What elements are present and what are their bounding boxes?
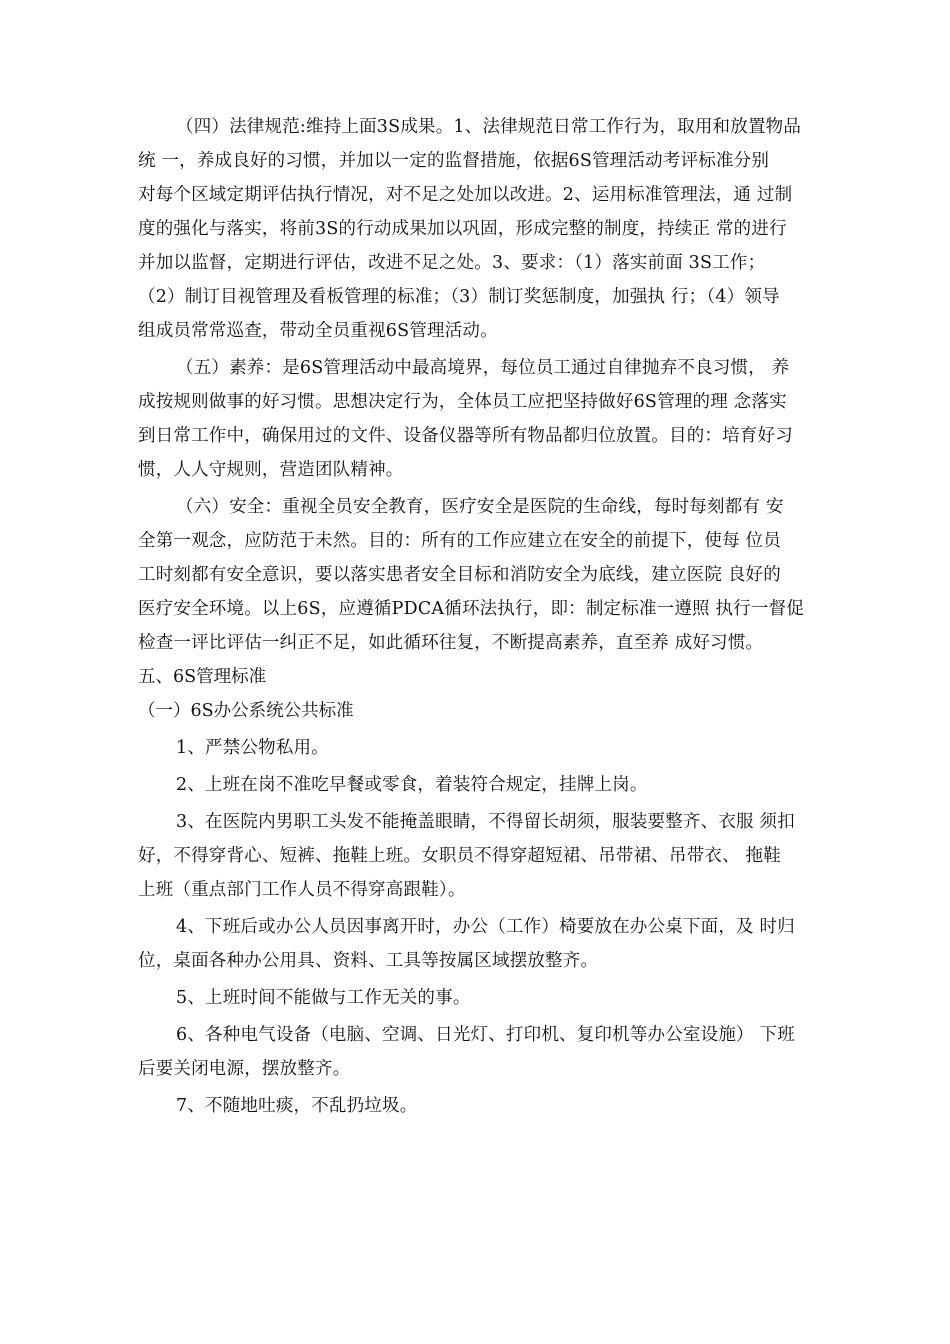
list-item — [138, 981, 828, 1015]
text-line: 2、上班在岗不准吃早餐或零食，着装符合规定，挂牌上岗。 — [176, 775, 648, 795]
document-body — [138, 110, 828, 1123]
text-line: 医疗安全环境。以上6S，应遵循PDCA循环法执行，即：制定标准一遵照 执行一督促 — [138, 599, 805, 619]
text-line: 位，桌面各种办公用具、资料、工具等按属区域摆放整齐。 — [138, 951, 599, 971]
section-heading: 五、6S管理标准 — [138, 667, 267, 687]
text-line: （2）制订目视管理及看板管理的标准；（3）制订奖惩制度，加强执 行；（4）领导 — [138, 287, 780, 307]
text-line: 到日常工作中，确保用过的文件、设备仪器等所有物品都归位放置。目的：培育好习 — [138, 426, 793, 446]
list-item — [138, 910, 828, 978]
text-line: 全第一观念，应防范于未然。目的：所有的工作应建立在安全的前提下，使每 位员 — [138, 531, 781, 551]
list-item — [138, 805, 828, 907]
text-line: 检查一评比评估一纠正不足，如此循环往复，不断提高素养，直至养 成好习惯。 — [138, 633, 764, 653]
text-line: 对每个区域定期评估执行情况，对不足之处加以改进。2、运用标准管理法，通 过制 — [138, 185, 793, 205]
list-item — [138, 1018, 828, 1086]
subsection-heading: （一）6S办公系统公共标准 — [138, 701, 354, 721]
paragraph-law-standard — [138, 110, 828, 348]
text-line: 后要关闭电源，摆放整齐。 — [138, 1059, 351, 1079]
list-item — [138, 731, 828, 765]
text-line: 惯，人人守规则，营造团队精神。 — [138, 460, 404, 480]
text-line: 7、不随地吐痰，不乱扔垃圾。 — [176, 1096, 418, 1116]
text-line: 好，不得穿背心、短裤、拖鞋上班。女职员不得穿超短裙、吊带裙、吊带衣、 拖鞋 — [138, 846, 781, 866]
text-line: 统 一，养成良好的习惯，并加以一定的监督措施，依据6S管理活动考评标准分别 — [138, 151, 770, 171]
text-line: 5、上班时间不能做与工作无关的事。 — [176, 988, 471, 1008]
text-line: （四）法律规范:维持上面3S成果。1、法律规范日常工作行为，取用和放置物品 — [176, 117, 802, 137]
text-line: 组成员常常巡查，带动全员重视6S管理活动。 — [138, 321, 498, 341]
paragraph-literacy — [138, 351, 828, 487]
text-line: 6、各种电气设备（电脑、空调、日光灯、打印机、复印机等办公室设施） 下班 — [176, 1025, 795, 1045]
text-line: 并加以监督，定期进行评估，改进不足之处。3、要求：（1）落实前面 3S工作； — [138, 253, 766, 273]
text-line: （五）素养：是6S管理活动中最高境界，每位员工通过自律抛弃不良习惯， 养 — [176, 358, 790, 378]
text-line: 4、下班后或办公人员因事离开时，办公（工作）椅要放在办公桌下面，及 时归 — [176, 917, 795, 937]
text-line: 工时刻都有安全意识，要以落实患者安全目标和消防安全为底线，建立医院 良好的 — [138, 565, 781, 585]
list-item — [138, 1089, 828, 1123]
text-line: 上班（重点部门工作人员不得穿高跟鞋）。 — [138, 880, 466, 900]
text-line: （六）安全：重视全员安全教育，医疗安全是医院的生命线，每时每刻都有 安 — [176, 497, 784, 517]
text-line: 成按规则做事的好习惯。思想决定行为，全体员工应把坚持做好6S管理的理 念落实 — [138, 392, 787, 412]
list-item — [138, 768, 828, 802]
text-line: 3、在医院内男职工头发不能掩盖眼睛，不得留长胡须，服装要整齐、衣服 须扣 — [176, 812, 795, 832]
text-line: 1、严禁公物私用。 — [176, 738, 329, 758]
text-line: 度的强化与落实，将前3S的行动成果加以巩固，形成完整的制度，持续正 常的进行 — [138, 219, 787, 239]
paragraph-safety — [138, 490, 828, 660]
